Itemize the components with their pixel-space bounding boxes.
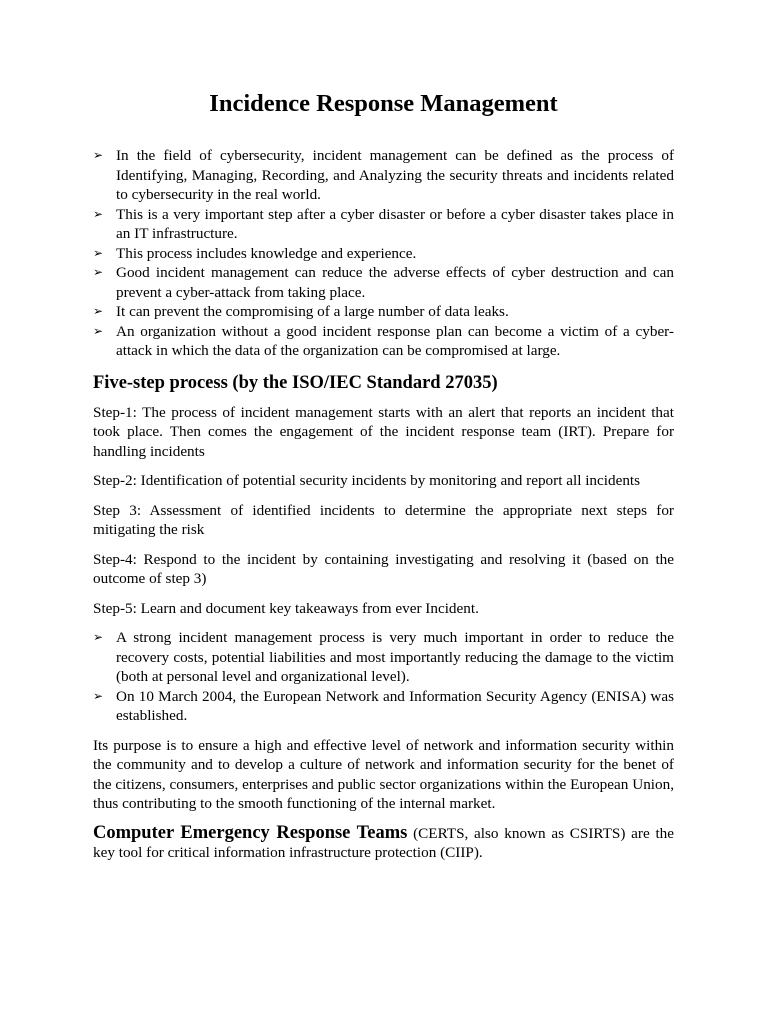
list-item	[93, 687, 674, 726]
step-paragraph: Step-1: The process of incident management starts with an alert that reports an incident that took place. Then comes the engagement of the incident response team (IRT). Prepare for handling incidents	[93, 403, 674, 460]
page-title: Incidence Response Management	[209, 90, 558, 117]
arrowhead-bullet-icon: ➢	[93, 323, 104, 338]
arrowhead-bullet-icon: ➢	[93, 265, 104, 279]
step-paragraph: Step-2: Identification of potential security incidents by monitoring and report all incidents	[93, 472, 641, 489]
certs-heading: Computer Emergency Response Teams	[93, 822, 408, 843]
list-item-text: It can prevent the compromising of a large number of data leaks.	[116, 303, 509, 320]
list-item-text: An organization without a good incident response plan can become a victim of a cyber- attack in which the data of the organization can be compromised at large.	[116, 322, 674, 359]
certs-text: (CERTS, also known as CSIRTS) are the key tool for critical information infrastructure protection (CIIP).	[93, 824, 674, 861]
secondary-bullet-list	[93, 628, 674, 726]
list-item-text: Good incident management can reduce the adverse effects of cyber destruction and can prevent a cyber-attack from taking place.	[116, 264, 674, 301]
list-item-text: This is a very important step after a cyber disaster or before a cyber disaster takes place in an IT infrastructure.	[116, 205, 674, 242]
list-item	[93, 205, 674, 244]
list-item	[93, 146, 674, 205]
list-item-text: In the field of cybersecurity, incident management can be defined as the process of Identifying, Managing, Recording, and Analyzing the security threats and incidents related to cybersecurity in the real world.	[116, 147, 674, 203]
certs-paragraph	[93, 824, 674, 863]
list-item-text: This process includes knowledge and experience.	[116, 244, 417, 262]
arrowhead-bullet-icon: ➢	[93, 304, 104, 318]
section-heading: Five-step process (by the ISO/IEC Standard 27035)	[93, 372, 498, 393]
list-item	[93, 263, 674, 302]
list-item	[93, 628, 674, 687]
list-item	[93, 322, 674, 361]
purpose-paragraph: Its purpose is to ensure a high and effective level of network and information security within the community and to develop a culture of network and information security for the benet of the citizens, consumers, enterprises and public sector organizations within the European Union, thus contributing to the smooth functioning of the internal market.	[93, 736, 674, 812]
step-paragraph: Step-5: Learn and document key takeaways from ever Incident.	[93, 599, 479, 617]
arrowhead-bullet-icon: ➢	[93, 148, 104, 162]
step-paragraph: Step-4: Respond to the incident by containing investigating and resolving it (based on the outcome of step 3)	[93, 550, 674, 587]
step-paragraph: Step 3: Assessment of identified incidents to determine the appropriate next steps for mitigating the risk	[93, 501, 674, 538]
list-item-text: A strong incident management process is very much important in order to reduce the recovery costs, potential liabilities and most importantly reducing the damage to the victim (both at personal level and organizational level).	[116, 629, 674, 685]
list-item-text: On 10 March 2004, the European Network and Information Security Agency (ENISA) was established.	[116, 687, 674, 724]
intro-bullet-list	[93, 146, 674, 361]
arrowhead-bullet-icon: ➢	[93, 245, 104, 260]
arrowhead-bullet-icon: ➢	[93, 206, 104, 221]
document-page	[93, 86, 674, 873]
arrowhead-bullet-icon: ➢	[93, 630, 104, 644]
list-item	[93, 244, 674, 264]
list-item	[93, 302, 674, 322]
arrowhead-bullet-icon: ➢	[93, 688, 104, 703]
